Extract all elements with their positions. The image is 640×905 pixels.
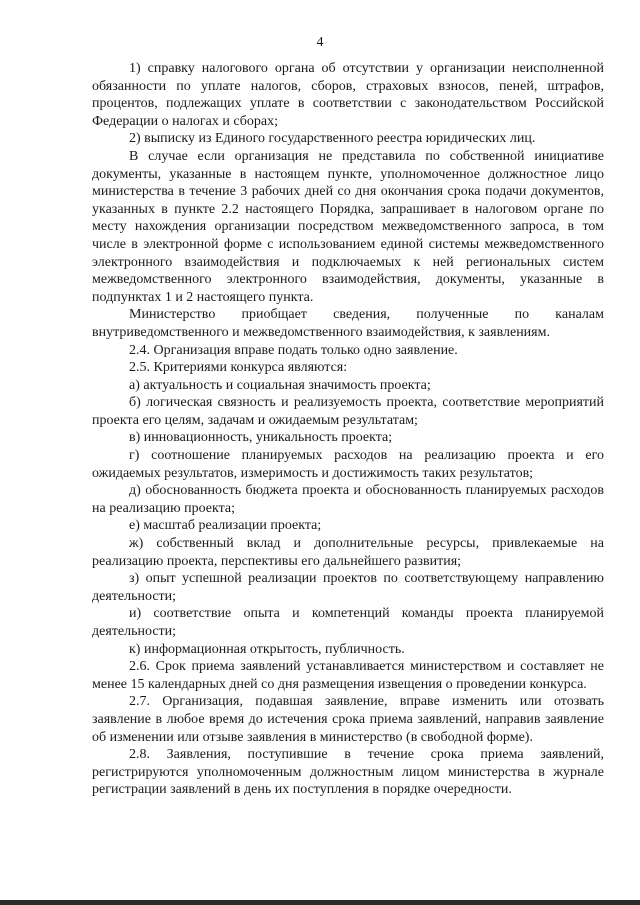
criterion-i: и) соответствие опыта и компетенций команды проекта планируемой деятельности;	[92, 606, 604, 639]
document-body	[92, 60, 604, 799]
page-number: 4	[316, 35, 324, 50]
paragraph-tax-certificate: 1) справку налогового органа об отсутствии у организации неисполненной обязанности по уплате налогов, сборов, страховых взносов, пеней, штрафов, процентов, подлежащих уплате в соответствии с законодательством Российской Федерации о налогах и сборах;	[92, 61, 604, 129]
criterion-b: б) логическая связность и реализуемость проекта, соответствие мероприятий проекта его целям, задачам и ожидаемым результатам;	[92, 395, 604, 428]
paragraph-2-5: 2.5. Критериями конкурса являются:	[129, 360, 348, 376]
criterion-d: д) обоснованность бюджета проекта и обоснованность планируемых расходов на реализацию проекта;	[92, 483, 604, 516]
paragraph-2-4: 2.4. Организация вправе подать только одно заявление.	[129, 342, 458, 358]
paragraph-2-7: 2.7. Организация, подавшая заявление, вправе изменить или отозвать заявление в любое время до истечения срока приема заявлений, направив заявление об изменении или отзыве заявления в министерство (в свободной форме).	[92, 694, 604, 745]
criterion-z: з) опыт успешной реализации проектов по соответствующему направлению деятельности;	[92, 571, 604, 604]
paragraph-2-6: 2.6. Срок приема заявлений устанавливается министерством и составляет не менее 15 календарных дней со дня размещения извещения о проведении конкурса.	[92, 659, 604, 692]
criterion-zh: ж) собственный вклад и дополнительные ресурсы, привлекаемые на реализацию проекта, перспективы его дальнейшего развития;	[92, 536, 604, 569]
paragraph-interagency-request: В случае если организация не представила по собственной инициативе документы, указанные в настоящем пункте, уполномоченное должностное лицо министерства в течение 3 рабочих дней со дня окончания срока подачи документов, указанных в пункте 2.2 настоящего Порядка, запрашивает в налоговом органе по месту нахождения организации посредством межведомственного запроса, в том числе в электронной форме с использованием единой системы межведомственного электронного взаимодействия и подключаемых к ней региональных систем межведомственного электронного взаимодействия, документы, указанные в подпунктах 1 и 2 настоящего пункта.	[92, 148, 604, 305]
criterion-v: в) инновационность, уникальность проекта;	[129, 430, 393, 446]
criterion-a: а) актуальность и социальная значимость проекта;	[129, 377, 431, 393]
scan-bottom-edge	[0, 900, 640, 905]
paragraph-registry-extract: 2) выписку из Единого государственного реестра юридических лиц.	[129, 131, 536, 147]
criterion-k: к) информационная открытость, публичность.	[129, 641, 405, 657]
criterion-g: г) соотношение планируемых расходов на реализацию проекта и его ожидаемых результатов, измеримость и достижимость таких результатов;	[92, 448, 604, 481]
criterion-e: е) масштаб реализации проекта;	[129, 518, 322, 534]
paragraph-ministry-attaches: Министерство приобщает сведения, полученные по каналам внутриведомственного и межведомственного взаимодействия, к заявлениям.	[92, 307, 604, 340]
paragraph-2-8: 2.8. Заявления, поступившие в течение срока приема заявлений, регистрируются уполномоченным должностным лицом министерства в журнале регистрации заявлений в день их поступления в порядке очередности.	[92, 747, 604, 798]
